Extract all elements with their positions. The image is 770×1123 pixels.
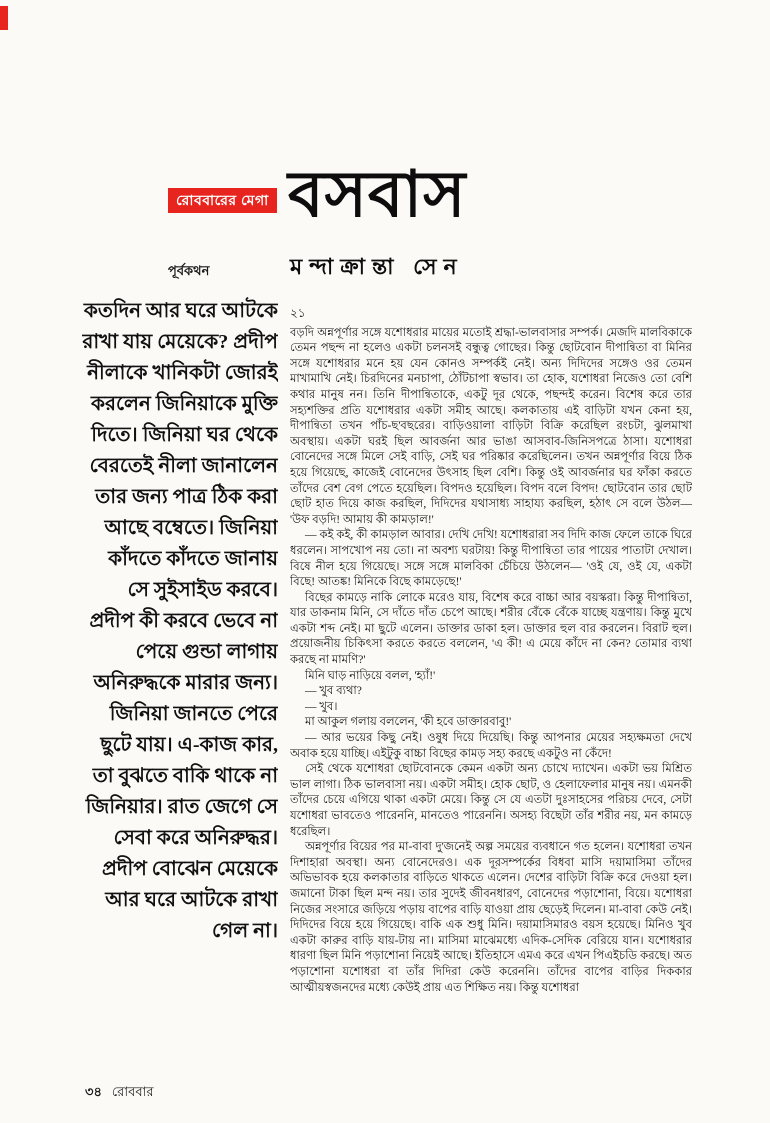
- body-paragraph: অন্নপূর্ণার বিয়ের পর মা-বাবা দু'জনেই অল্প সময়ের ব্যবধানে গত হলেন। যশোধরা তখন দিশাহারা অবস্থা। অন্য বোনেদেরও। এক দূরসম্পর্কের বিধবা মাসি দয়ামাসিমা তাঁদের অভিভাবক হয়ে কলকাতার বাড়িতে থাকতে এলেন। দেশের বাড়িটা বিক্রি করে দেওয়া হল। জমানো টাকা ছিল মন্দ নয়। তার সুদেই জীবনধারণ, বোনেদের পড়াশোনা, বিয়ে। যশোধরা নিজের সংসারে জড়িয়ে পড়ায় বাপের বাড়ি যাওয়া প্রায় ছেড়েই দিলেন। মা-বাবা কেউ নেই। দিদিদের বিয়ে হয়ে গিয়েছে। বাকি এক শুধু মিনি। দয়ামাসিমারও বয়স হয়েছে। মিনিও খুব একটা কারুর বাড়ি যায়-টায় না। মাসিমা মাঝেমধ্যে এদিক-সেদিক বেরিয়ে যান। যশোধরার ধারণা ছিল মিনি পড়াশোনা নিয়েই আছে। ইতিহাসে এমএ করে এখন পিএইচডি করছে। অত পড়াশোনা যশোধরা বা তাঁর দিদিরা কেউ করেননি। তাঁদের বাপের বাড়ির দিককার আত্মীয়স্বজনদের মধ্যে কেউই প্রায় এত শিক্ষিত নয়। কিন্তু যশোধরা: [290, 841, 692, 994]
- body-paragraph: — কই কই, কী কামড়াল আবার। দেখি দেখি! যশোধরারা সব দিদি কাজ ফেলে তাকে ঘিরে ধরলেন। সাপখোপ নয় তো। না অবশ্য ঘরটায়! কিন্তু দীপান্বিতা তার পায়ের পাতাটা দেখাল। বিষে নীল হয়ে গিয়েছে। সঙ্গে সঙ্গে মালবিকা চেঁচিয়ে উঠলেন— 'ওই যে, ওই যে, একটা বিছে! আতঙ্ক! মিনিকে বিছে কামড়েছে!': [290, 529, 692, 589]
- chapter-number: ২১: [290, 306, 306, 320]
- section-kicker: রোববারের মেগা: [168, 188, 277, 213]
- body-paragraph: সেই থেকে যশোধরা ছোটবোনকে কেমন একটা অন্য চোখে দ্যাখেন। একটা ভয় মিশ্রিত ভাল লাগা। ঠিক ভালবাসা নয়। একটা সমীহ। হোক ছোট, ও হেলাফেলার মানুষ নয়। এমনকী তাঁদের চেয়ে এগিয়ে থাকা একটা মেয়ে। কিন্তু সে যে এতটা দুঃসাহসের পরিচয় দেবে, সেটা যশোধরা ভাবতেও পারেননি, মানতেও পারেননি। অসহ্য বিছেটা তাঁর শরীর নয়, মন কামড়ে ধরেছিল।: [290, 763, 692, 838]
- footer-page-number: ৩৪: [85, 1084, 102, 1099]
- recap-label: পূর্বকথন: [168, 263, 210, 278]
- page-footer: [85, 1083, 153, 1104]
- body-paragraph: — খুব ব্যথা?: [305, 685, 362, 698]
- edge-mark: [0, 6, 8, 30]
- footer-magazine-name: রোববার: [111, 1084, 154, 1099]
- body-paragraph: বড়দি অন্নপূর্ণার সঙ্গে যশোধরার মায়ের মতোই শ্রদ্ধা-ভালবাসার সম্পর্ক। মেজদি মালবিকাকে তেমন পছন্দ না হলেও একটা চলনসই বন্ধুত্ব গোছের। কিন্তু ছোটবোন দীপান্বিতা বা মিনির সঙ্গে যশোধরার মনে হয় যেন কোনও সম্পর্কই নেই। অন্য দিদিদের সঙ্গেও ওর তেমন মাখামাখি নেই। চিরদিনের মনচাপা, ঠোঁটচাপা স্বভাব। তা হোক, যশোধরা নিজেও তো বেশি কথার মানুষ নন। তিনি দীপান্বিতাকে, একটু দূর থেকে, পছন্দই করেন। বিশেষ করে তার সহ্যশক্তির প্রতি যশোধরার একটা সমীহ আছে। কলকাতায় এই বাড়িটা যখন কেনা হয়, দীপান্বিতা তখন পাঁচ-ছ'বছরের। বাড়িওয়ালা বাড়িটা বিক্রি করেছিল রংচটা, ঝুলমাখা অবস্থায়। একটা ঘরই ছিল আবর্জনা আর ভাঙা আসবাব-জিনিসপত্রে ঠাসা। যশোধরা বোনেদের সঙ্গে মিলে সেই বাড়ি, সেই ঘর পরিষ্কার করেছিলেন। তখন অন্নপূর্ণার বিয়ে ঠিক হয়ে গিয়েছে, কাজেই বোনেদের উৎসাহ ছিল বেশি। কিন্তু ওই আবর্জনার ঘর ফাঁকা করতে তাঁদের বেশ বেগ পেতে হয়েছিল। বিপদও হয়েছিল। বিপদ বলে বিপদ! ছোটবোন তার ছোট ছোট হাত দিয়ে কাজ করছিল, দিদিদের যথাসাধ্য সাহায্য করছিল, হঠাৎ সে বলে উঠল— 'উফ বড়দি! আমায় কী কামড়াল!': [290, 326, 692, 526]
- body-paragraph: মিনি ঘাড় নাড়িয়ে বলল, 'হ্যাঁ!': [305, 669, 436, 682]
- author-name: মন্দাক্রান্তা সেন: [290, 254, 464, 279]
- body-paragraph: — আর ভয়ের কিছু নেই। ওষুধ দিয়ে দিয়েছি। কিন্তু আপনার মেয়ের সহ্যক্ষমতা দেখে অবাক হয়ে যাচ্ছি। এইটুকু বাচ্চা বিছের কামড় সহ্য করছে একটুও না কেঁদে!: [290, 732, 692, 760]
- recap-text: কতদিন আর ঘরে আটকে রাখা যায় মেয়েকে? প্রদীপ নীলাকে খানিকটা জোরই করলেন জিনিয়াকে মুক্তি দিতে। জিনিয়া ঘর থেকে বেরতেই নীলা জানালেন তার জন্য পাত্র ঠিক করা আছে বম্বেতে। জিনিয়া কাঁদতে কাঁদতে জানায় সে সুইসাইড করবে। প্রদীপ কী করবে ভেবে না পেয়ে গুন্ডা লাগায় অনিরুদ্ধকে মারার জন্য। জিনিয়া জানতে পেরে ছুটে যায়। এ-কাজ কার, তা বুঝতে বাকি থাকে না জিনিয়ার। রাত জেগে সে সেবা করে অনিরুদ্ধর। প্রদীপ বোঝেন মেয়েকে আর ঘরে আটকে রাখা গেল না।: [82, 300, 278, 942]
- body-paragraph: মা আকুল গলায় বললেন, 'কী হবে ডাক্তারবাবু!': [305, 716, 512, 729]
- article-body: [290, 306, 692, 1098]
- body-paragraph: — খুব।: [305, 700, 338, 713]
- article-title: বসবাস: [288, 159, 467, 230]
- body-paragraph: বিছের কামড়ে নাকি লোকে মরেও যায়, বিশেষ করে বাচ্চা আর বয়স্করা। কিন্তু দীপান্বিতা, যার ডাকনাম মিনি, সে দাঁতে দাঁত চেপে আছে। শরীর বেঁকে বেঁকে যাচ্ছে যন্ত্রণায়। কিন্তু মুখে একটা শব্দ নেই। মা ছুটে এলেন। ডাক্তার ডাকা হল। ডাক্তার হুল বার করলেন। বিরাট হুল। প্রয়োজনীয় চিকিৎসা করতে করতে বললেন, 'এ কী! এ মেয়ে কাঁদে না কেন? তোমার ব্যথা করছে না মামণি?': [290, 591, 692, 667]
